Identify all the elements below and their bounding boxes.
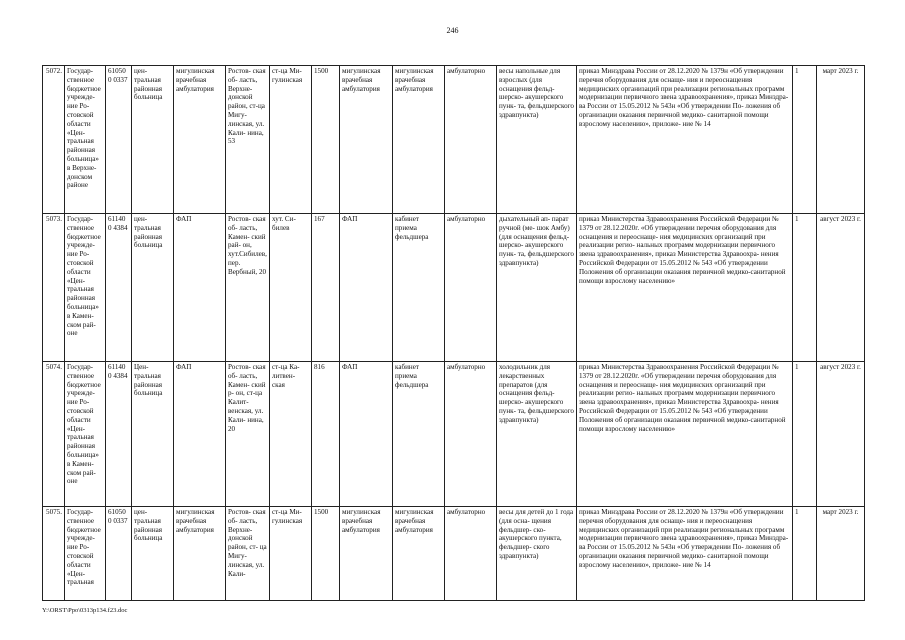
- row-number: 5073.: [43, 214, 65, 362]
- equipment-cell: холодильник для лекарственных препаратов (для оснащения фельд- шерско- акушерского пунк- та, фельдшерского здравпункта): [497, 362, 577, 507]
- room-cell: кабинет приема фельдшера: [393, 362, 445, 507]
- code-cell: 610500 0337: [106, 507, 132, 601]
- place-cell: ФАП: [340, 362, 393, 507]
- quantity-cell: 1: [793, 362, 817, 507]
- code-cell: 610500 0337: [106, 66, 132, 214]
- footer-file-path: Y:\ORST\Ppo\0313p134.f23.doc: [42, 607, 128, 614]
- row-number: 5074.: [43, 362, 65, 507]
- care-type-cell: амбулаторно: [445, 362, 497, 507]
- population-cell: 167: [312, 214, 340, 362]
- care-type-cell: амбулаторно: [445, 66, 497, 214]
- table-row: [43, 66, 865, 214]
- equipment-cell: весы напольные для взрослых (для оснащения фельд- шерско- акушерского пунк- та, фельдшерского здравпункта): [497, 66, 577, 214]
- basis-cell: приказ Минздрава России от 28.12.2020 № 1379н «Об утверждении перечня оборудования для оснаще- ния и переоснащения медицинских организаций при реализации региональных программ модернизации первичного звена здравоохранения», приказ Минздра- ва России от 15.05.2012 № 543н «Об утверждении По- ложения об организации оказания первичной медико- санитарной помощи взрослому населению», приложе- ние № 14: [577, 66, 793, 214]
- address-cell: Ростов- ская об- ласть, Верхне- донской район, ст- ца Мигу- линская, ул. Кали-: [226, 507, 270, 601]
- branch-cell: цен- тральная районная больница: [132, 66, 174, 214]
- population-cell: 816: [312, 362, 340, 507]
- locality-cell: ст-ца Ми- гулинская: [270, 66, 312, 214]
- unit-cell: ФАП: [174, 214, 226, 362]
- locality-cell: ст-ца Ка- литвен- ская: [270, 362, 312, 507]
- row-number: 5072.: [43, 66, 65, 214]
- equipment-registry-table: [42, 65, 865, 601]
- quantity-cell: 1: [793, 66, 817, 214]
- quantity-cell: 1: [793, 507, 817, 601]
- population-cell: 1500: [312, 507, 340, 601]
- place-cell: мигулинская врачебная амбулатория: [340, 507, 393, 601]
- page-number: 246: [446, 26, 459, 35]
- unit-cell: мигулинская врачебная амбулатория: [174, 66, 226, 214]
- table-row: [43, 507, 865, 601]
- equipment-cell: весы для детей до 1 года (для осна- щения фельдшер- ско-акушерского пункта, фельдшер- ского здравпункта): [497, 507, 577, 601]
- branch-cell: цен- тральная районная больница: [132, 214, 174, 362]
- address-cell: Ростов- ская об- ласть, Камен- ский рай- он, хут.Сибилев, пер. Вербный, 20: [226, 214, 270, 362]
- table-row: [43, 214, 865, 362]
- organization-cell: Государ- ственное бюджетное учрежде- ние Ро- стовской области «Цен- тральная районная больница» в Верхне- донском районе: [65, 66, 106, 214]
- organization-cell: Государ- ственное бюджетное учрежде- ние Ро- стовской области «Цен- тральная районная больница» в Камен- ском рай- оне: [65, 214, 106, 362]
- care-type-cell: амбулаторно: [445, 507, 497, 601]
- code-cell: 611400 4384: [106, 214, 132, 362]
- address-cell: Ростов- ская об- ласть, Верхне- донской район, ст-ца Мигу- линская, ул. Кали- нина, 53: [226, 66, 270, 214]
- organization-cell: Государ- ственное бюджетное учрежде- ние Ро- стовской области «Цен- тральная: [65, 507, 106, 601]
- code-cell: 611400 4384: [106, 362, 132, 507]
- place-cell: мигулинская врачебная амбулатория: [340, 66, 393, 214]
- organization-cell: Государ- ственное бюджетное учрежде- ние Ро- стовской области «Цен- тральная районная больница» в Камен- ском рай- оне: [65, 362, 106, 507]
- room-cell: мигулинская врачебная амбулатория: [393, 66, 445, 214]
- room-cell: кабинет приема фельдшера: [393, 214, 445, 362]
- date-cell: август 2023 г.: [817, 362, 865, 507]
- basis-cell: приказ Министерства Здравоохранения Российской Федерации № 1379 от 28.12.2020г. «Об утверждении перечня оборудования для оснащения и переоснаще- ния медицинских организаций при реализации регио- нальных программ модернизации первичного звена здравоохранения», приказ Министерства Здравоохра- нения Российской Федерации от 15.05.2012 № 543 «Об утверждении Положения об организации оказания первичной медико-санитарной помощи взрослому населению»: [577, 214, 793, 362]
- population-cell: 1500: [312, 66, 340, 214]
- date-cell: август 2023 г.: [817, 214, 865, 362]
- date-cell: март 2023 г.: [817, 66, 865, 214]
- place-cell: ФАП: [340, 214, 393, 362]
- locality-cell: ст-ца Ми- гулинская: [270, 507, 312, 601]
- row-number: 5075.: [43, 507, 65, 601]
- equipment-cell: дыхательный ап- парат ручной (ме- шок Амбу) (для оснащения фельд- шерско- акушерского пунк- та, фельдшерского здравпункта): [497, 214, 577, 362]
- branch-cell: цен- тральная районная больница: [132, 507, 174, 601]
- basis-cell: приказ Минздрава России от 28.12.2020 № 1379н «Об утверждении перечня оборудования для оснаще- ния и переоснащения медицинских организаций при реализации региональных программ модернизации первичного звена здравоохранения», приказ Минздра- ва России от 15.05.2012 № 543н «Об утверждении По- ложения об организации оказания первичной медико- санитарной помощи взрослому населению», приложе- ние № 14: [577, 507, 793, 601]
- branch-cell: Цен- тральная районная больница: [132, 362, 174, 507]
- table-row: [43, 362, 865, 507]
- room-cell: мигулинская врачебная амбулатория: [393, 507, 445, 601]
- quantity-cell: 1: [793, 214, 817, 362]
- address-cell: Ростов- ская об- ласть, Камен- ский р- он, ст-ца Калит- венская, ул. Кали- нина, 20: [226, 362, 270, 507]
- unit-cell: мигулинская врачебная амбулатория: [174, 507, 226, 601]
- care-type-cell: амбулаторно: [445, 214, 497, 362]
- date-cell: март 2023 г.: [817, 507, 865, 601]
- locality-cell: хут. Си- билев: [270, 214, 312, 362]
- unit-cell: ФАП: [174, 362, 226, 507]
- basis-cell: приказ Министерства Здравоохранения Российской Федерации № 1379 от 28.12.2020г. «Об утверждении перечня оборудования для оснащения и переоснаще- ния медицинских организаций при реализации регио- нальных программ модернизации первичного звена здравоохранения», приказ Министерства Здравоохра- нения Российской Федерации от 15.05.2012 № 543 «Об утверждении Положения об организации оказания первичной медико-санитарной помощи взрослому населению»: [577, 362, 793, 507]
